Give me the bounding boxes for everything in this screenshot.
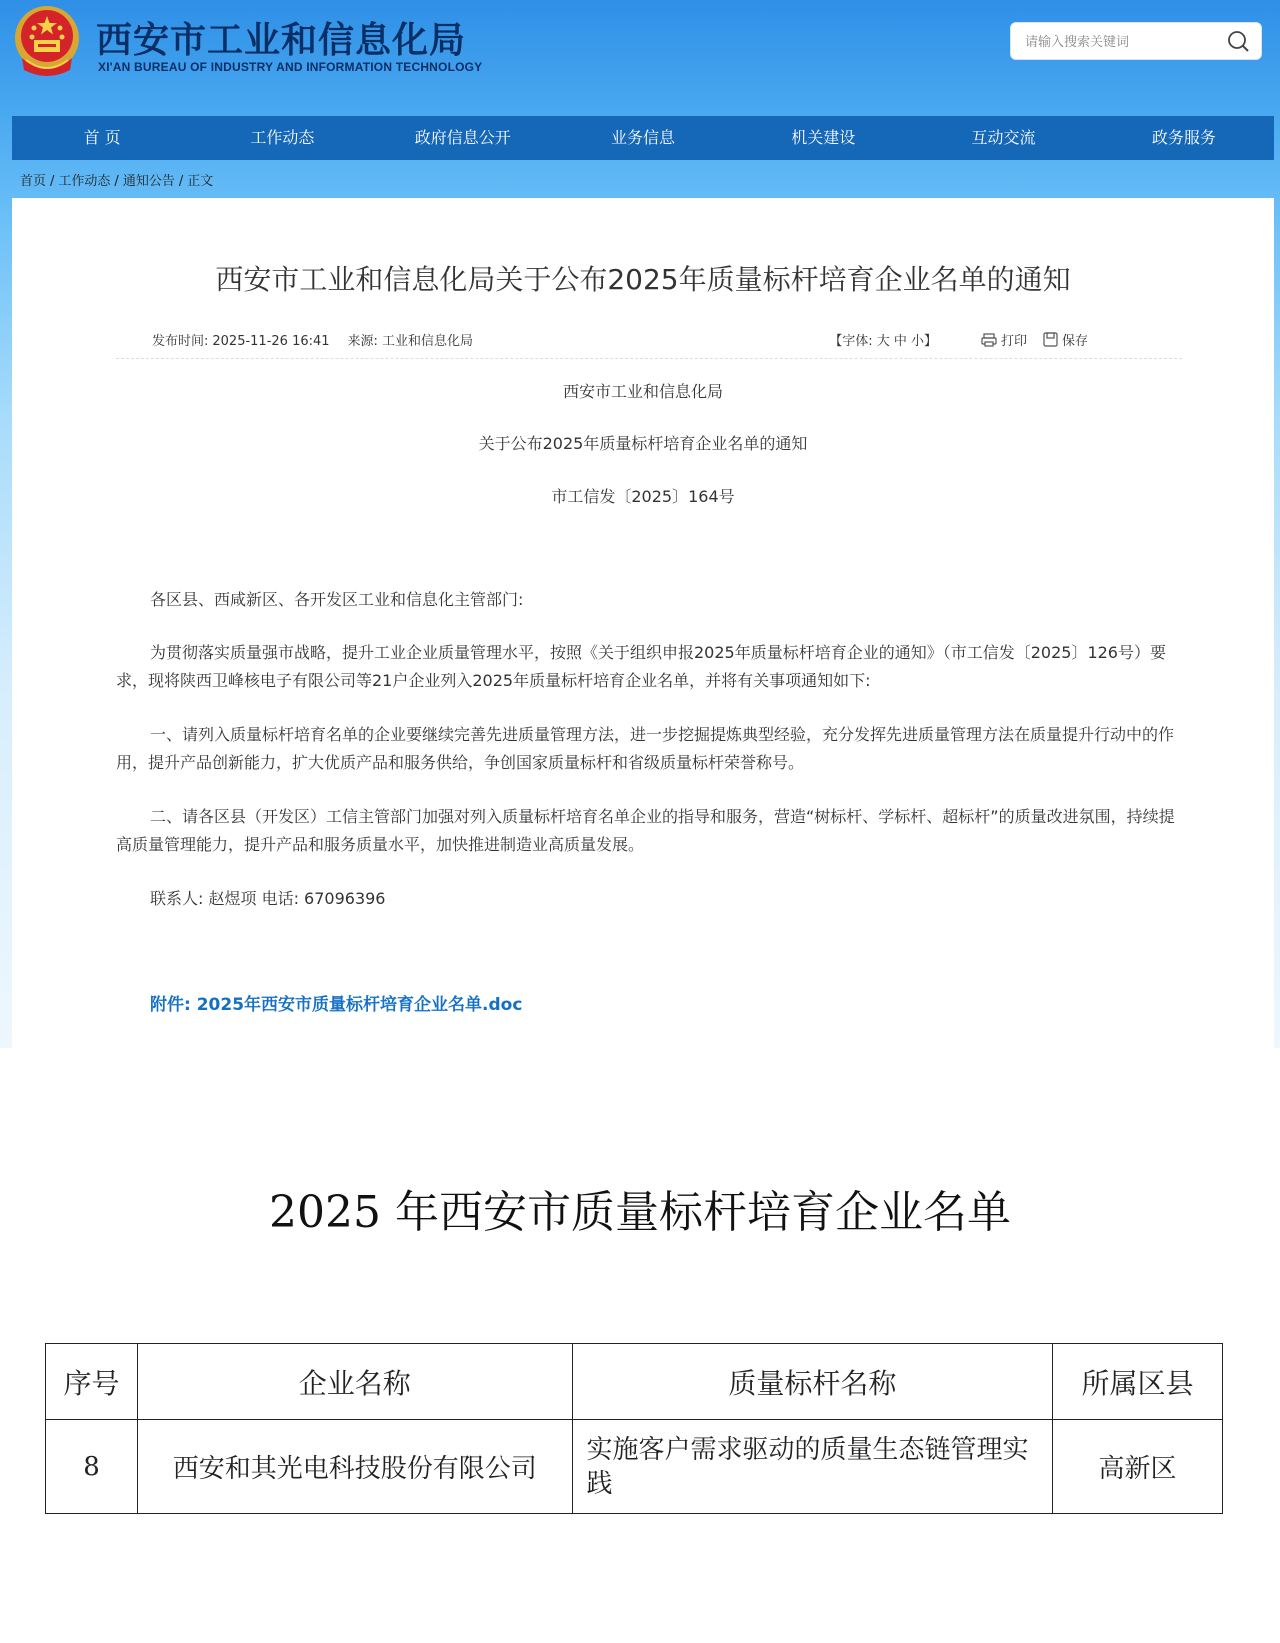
paragraph-2: 一、请列入质量标杆培育名单的企业要继续完善先进质量管理方法，进一步挖掘提炼典型经验，充分发挥先进质量管理方法在质量提升行动中的作用，提升产品创新能力，扩大优质产品和服务供给，争创国家质量标杆和省级质量标杆荣誉称号。 [116, 725, 1175, 772]
site-header [0, 0, 1280, 116]
search-icon[interactable] [1227, 30, 1251, 54]
doc-subject: 关于公布2025年质量标杆培育企业名单的通知 [478, 434, 808, 453]
source-label: 来源: [347, 334, 378, 349]
cell-district: 高新区 [1053, 1420, 1223, 1514]
source-value: 工业和信息化局 [381, 334, 473, 349]
nav-work-news[interactable]: 工作动态 [250, 128, 315, 147]
doc-issuer: 西安市工业和信息化局 [562, 382, 723, 401]
print-label: 打印 [1000, 334, 1027, 349]
article-panel [12, 198, 1274, 1048]
table-header-row [46, 1344, 1223, 1420]
cell-company: 西安和其光电科技股份有限公司 [137, 1420, 572, 1514]
header-index: 序号 [46, 1344, 138, 1420]
national-emblem-icon [12, 4, 82, 78]
article-tools [829, 330, 1088, 349]
nav-home[interactable]: 首 页 [83, 128, 121, 147]
paragraph-3: 二、请各区县（开发区）工信主管部门加强对列入质量标杆培育名单企业的指导和服务，营造“树标杆、学标杆、超标杆”的质量改进氛围，持续提高质量管理能力，提升产品和服务质量水平，加快推进制造业高质量发展。 [116, 807, 1175, 854]
article-title: 西安市工业和信息化局关于公布2025年质量标杆培育企业名单的通知 [215, 263, 1071, 296]
doc-title: 2025 年西安市质量标杆培育企业名单 [269, 1187, 1011, 1238]
search-input[interactable] [1025, 31, 1215, 53]
header-district: 所属区县 [1053, 1344, 1223, 1420]
table-row [46, 1420, 1223, 1514]
save-button[interactable] [1043, 330, 1088, 349]
nav-gov-info[interactable]: 政府信息公开 [414, 128, 511, 147]
nav-interaction[interactable]: 互动交流 [971, 128, 1036, 147]
article-meta [152, 330, 473, 349]
breadcrumb-notices[interactable]: 通知公告 [122, 174, 175, 189]
save-label: 保存 [1061, 334, 1088, 349]
contact-line: 联系人: 赵煜项 电话: 67096396 [150, 889, 386, 908]
publish-time: 2025-11-26 16:41 [212, 334, 330, 349]
nav-organ-building[interactable]: 机关建设 [791, 128, 856, 147]
nav-gov-services[interactable]: 政务服务 [1151, 128, 1216, 147]
search-box[interactable] [1010, 22, 1262, 60]
breadcrumb-current: 正文 [187, 174, 214, 189]
header-benchmark: 质量标杆名称 [572, 1344, 1053, 1420]
publish-time-label: 发布时间: [152, 334, 209, 349]
font-size-switch[interactable]: 【字体: 大 中 小】 [829, 334, 937, 349]
save-icon [1043, 332, 1058, 347]
site-subtitle: XI'AN BUREAU OF INDUSTRY AND INFORMATION TECHNOLOGY [98, 60, 483, 74]
nav-business-info[interactable]: 业务信息 [610, 128, 675, 147]
breadcrumb: 首页 / 工作动态 / 通知公告 / 正文 [20, 174, 214, 189]
salutation: 各区县、西咸新区、各开发区工业和信息化主管部门: [150, 590, 524, 609]
breadcrumb-home[interactable]: 首页 [20, 174, 47, 189]
site-title: 西安市工业和信息化局 [96, 20, 467, 61]
cell-benchmark: 实施客户需求驱动的质量生态链管理实践 [572, 1420, 1053, 1514]
meta-divider [116, 358, 1182, 359]
cell-index: 8 [46, 1420, 138, 1514]
printer-icon [981, 333, 997, 347]
main-nav [12, 116, 1274, 160]
breadcrumb-work-news[interactable]: 工作动态 [58, 174, 111, 189]
attachment-link[interactable]: 附件: 2025年西安市质量标杆培育企业名单.doc [150, 995, 523, 1015]
print-button[interactable] [981, 330, 1027, 349]
header-company: 企业名称 [137, 1344, 572, 1420]
doc-number: 市工信发〔2025〕164号 [551, 487, 735, 506]
enterprise-table [45, 1343, 1223, 1514]
paragraph-1: 为贯彻落实质量强市战略，提升工业企业质量管理水平，按照《关于组织申报2025年质量标杆培育企业的通知》（市工信发〔2025〕126号）要求，现将陕西卫峰核电子有限公司等21户企业列入2025年质量标杆培育企业名单，并将有关事项通知如下: [116, 643, 1166, 690]
